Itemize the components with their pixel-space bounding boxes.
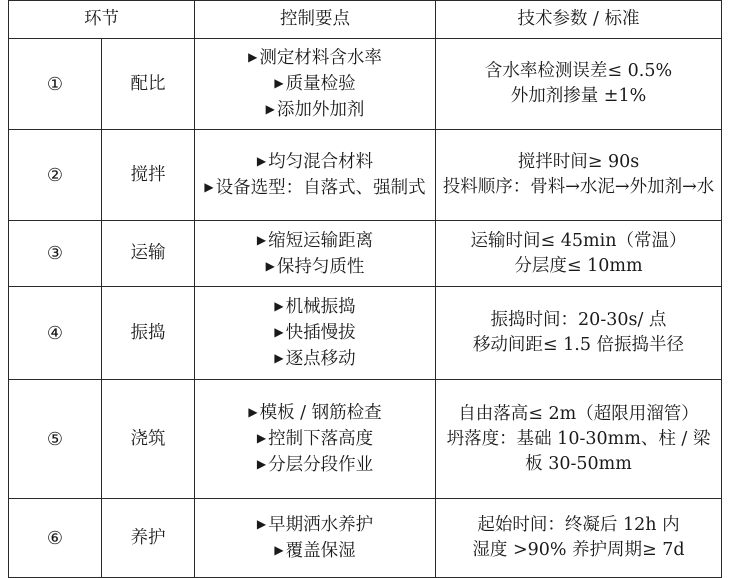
bullet-triangle-icon: ▶ — [274, 351, 284, 365]
technical-params-cell — [436, 499, 722, 578]
control-points-cell — [195, 221, 436, 287]
table-row — [9, 130, 722, 221]
control-point-item — [201, 346, 429, 372]
control-point-item — [201, 175, 429, 201]
control-points-cell — [195, 380, 436, 499]
table-row — [9, 499, 722, 578]
control-point-text: 设备选型：自落式、强制式 — [215, 178, 426, 198]
technical-params-cell — [436, 130, 722, 221]
control-point-text: 添加外加剂 — [276, 100, 365, 120]
technical-param-text: 搅拌时间≥ 90s — [517, 152, 640, 172]
control-point-item — [201, 538, 429, 564]
bullet-triangle-icon: ▶ — [274, 299, 284, 313]
control-point-text: 分层分段作业 — [268, 455, 374, 475]
control-point-item — [201, 294, 429, 320]
control-point-text: 保持匀质性 — [276, 256, 365, 277]
bullet-triangle-icon: ▶ — [256, 517, 267, 531]
control-point-text: 质量检验 — [285, 74, 356, 94]
bullet-triangle-icon: ▶ — [265, 102, 275, 116]
step-name: 振捣 — [102, 287, 195, 380]
control-point-text: 控制下落高度 — [268, 429, 374, 449]
control-points-cell — [195, 130, 436, 221]
control-point-text: 快插慢拔 — [285, 323, 356, 343]
technical-params-cell — [436, 221, 722, 287]
step-name: 浇筑 — [102, 380, 195, 499]
control-points-cell — [195, 499, 436, 578]
technical-param-text: 湿度 >90% 养护周期≥ 7d — [472, 540, 685, 560]
step-name: 配比 — [102, 39, 195, 130]
technical-param-text: 分层度≤ 10mm — [514, 255, 643, 276]
step-name: 养护 — [102, 499, 195, 578]
control-point-item — [201, 400, 429, 426]
table-row — [9, 380, 722, 499]
control-point-text: 早期洒水养护 — [268, 515, 374, 535]
technical-param-text: 坍落度：基础 10-30mm、柱 / 梁板 30-50mm — [446, 428, 711, 474]
step-number: ① — [9, 39, 102, 130]
table-row — [9, 287, 722, 380]
bullet-triangle-icon: ▶ — [248, 50, 258, 64]
step-number: ⑤ — [9, 380, 102, 499]
bullet-triangle-icon: ▶ — [256, 431, 267, 445]
control-point-item — [201, 254, 429, 280]
technical-param-text: 外加剂掺量 ±1% — [510, 86, 647, 106]
step-number: ④ — [9, 287, 102, 380]
step-name: 搅拌 — [102, 130, 195, 221]
table-header-row — [9, 1, 722, 39]
header-technical-standard: 技术参数 / 标准 — [436, 1, 722, 39]
control-point-text: 覆盖保湿 — [285, 541, 356, 561]
bullet-triangle-icon: ▶ — [256, 457, 267, 471]
control-point-item — [201, 320, 429, 346]
control-point-item — [201, 71, 429, 97]
control-point-text: 机械振捣 — [285, 297, 356, 317]
control-point-item — [201, 452, 429, 478]
step-number: ③ — [9, 221, 102, 287]
technical-param-text: 运输时间≤ 45min（常温） — [470, 230, 687, 251]
control-point-text: 缩短运输距离 — [268, 230, 374, 251]
technical-param-text: 自由落高≤ 2m（超限用溜管） — [458, 403, 699, 424]
bullet-triangle-icon: ▶ — [265, 258, 275, 273]
bullet-triangle-icon: ▶ — [274, 543, 284, 557]
technical-params-cell — [436, 39, 722, 130]
bullet-triangle-icon: ▶ — [256, 154, 267, 168]
control-point-text: 逐点移动 — [285, 349, 356, 369]
technical-param-text: 振捣时间：20-30s/ 点 — [490, 310, 667, 330]
header-stage: 环节 — [9, 1, 195, 39]
technical-param-text: 起始时间：终凝后 12h 内 — [477, 515, 680, 535]
bullet-triangle-icon: ▶ — [204, 180, 214, 194]
bullet-triangle-icon: ▶ — [274, 325, 284, 339]
control-point-item — [201, 45, 429, 71]
control-point-text: 模板 / 钢筋检查 — [259, 403, 382, 423]
technical-param-text: 含水率检测误差≤ 0.5% — [484, 61, 673, 81]
process-control-table — [8, 0, 722, 578]
control-point-item — [201, 426, 429, 452]
table-row — [9, 221, 722, 287]
bullet-triangle-icon: ▶ — [256, 232, 267, 247]
technical-param-text: 移动间距≤ 1.5 倍振捣半径 — [472, 335, 685, 355]
header-control-points: 控制要点 — [195, 1, 436, 39]
technical-params-cell — [436, 380, 722, 499]
step-number: ⑥ — [9, 499, 102, 578]
table-row — [9, 39, 722, 130]
control-point-text: 测定材料含水率 — [259, 48, 382, 68]
control-point-item — [201, 512, 429, 538]
step-name: 运输 — [102, 221, 195, 287]
control-point-item — [201, 97, 429, 123]
technical-params-cell — [436, 287, 722, 380]
control-point-text: 均匀混合材料 — [268, 152, 374, 172]
control-points-cell — [195, 39, 436, 130]
control-points-cell — [195, 287, 436, 380]
bullet-triangle-icon: ▶ — [274, 76, 284, 90]
control-point-item — [201, 228, 429, 254]
bullet-triangle-icon: ▶ — [248, 405, 258, 419]
step-number: ② — [9, 130, 102, 221]
technical-param-text: 投料顺序：骨料→水泥→外加剂→水 — [442, 177, 715, 197]
control-point-item — [201, 149, 429, 175]
